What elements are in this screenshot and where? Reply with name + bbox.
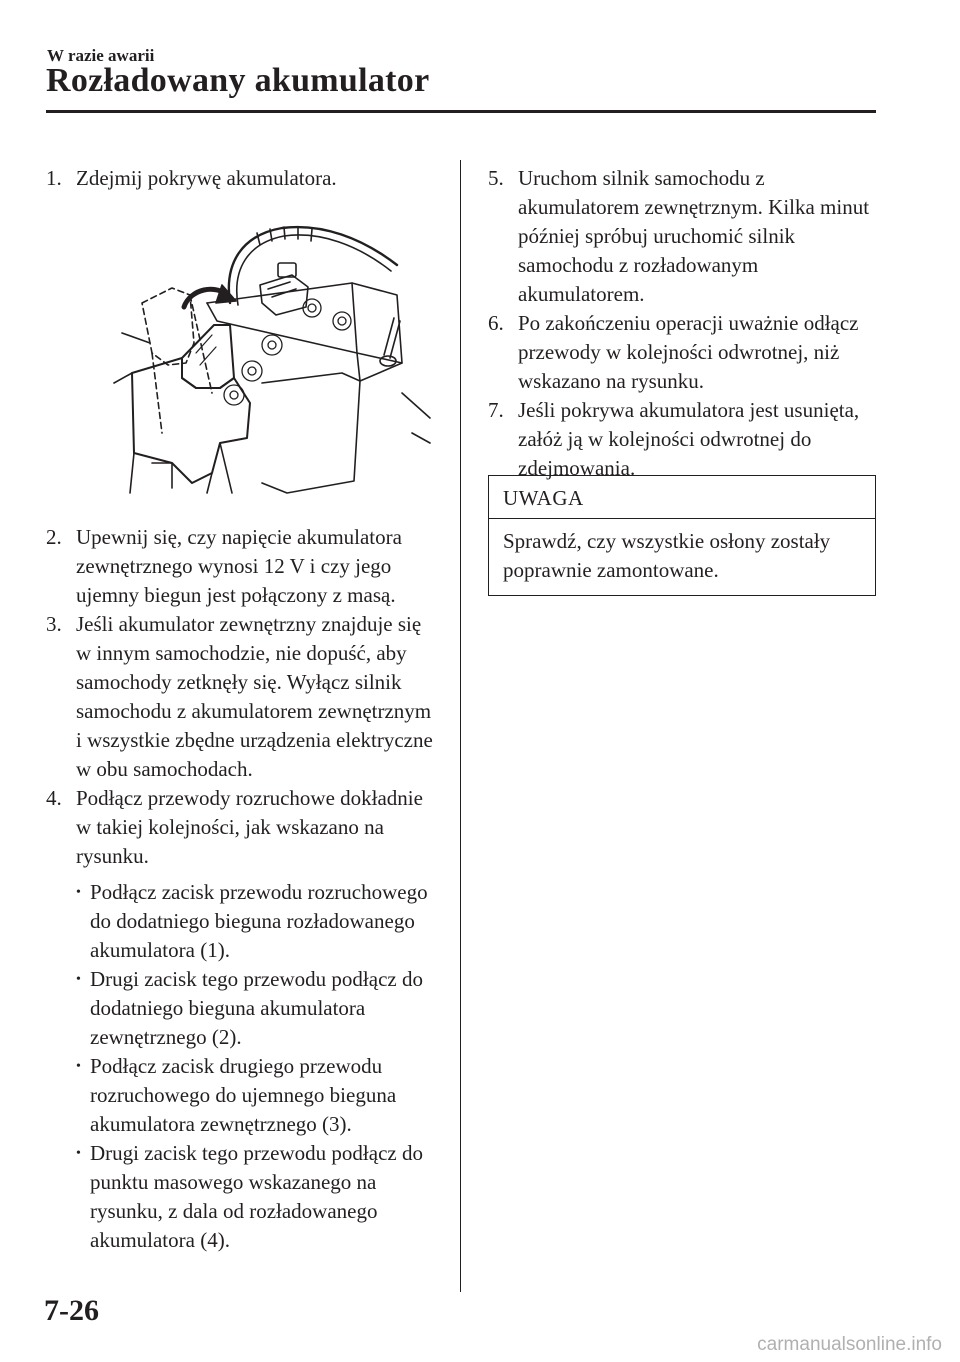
step-text: Po zakończeniu operacji uważnie odłącz przewody w kolejności odwrotnej, niż wskazano na rysunku. [518,311,859,393]
page-title: Rozładowany akumulator [46,62,430,99]
bullet-dot-icon: • [76,1146,81,1161]
step-6 [488,309,878,396]
bullet-dot-icon: • [76,1059,81,1074]
step-text: Zdejmij pokrywę akumulatora. [76,166,337,190]
step-3 [46,610,441,784]
step-number: 7. [488,398,504,422]
list-item-text: Drugi zacisk tego przewodu podłącz do dodatniego bieguna akumulatora zewnętrznego (2). [90,967,423,1049]
section-label: W razie awarii [47,46,155,65]
list-item-text: Podłącz zacisk drugiego przewodu rozruchowego do ujemnego bieguna akumulatora zewnętrznego (3). [90,1054,397,1136]
bullet-dot-icon: • [76,972,81,987]
list-item-text: Podłącz zacisk przewodu rozruchowego do dodatniego bieguna rozładowanego akumulatora (1). [90,880,428,962]
step-text: Jeśli pokrywa akumulatora jest usunięta, załóż ją w kolejności odwrotnej do zdejmowania. [518,398,860,480]
list-item-text: Drugi zacisk tego przewodu podłącz do punktu masowego wskazanego na rysunku, z dala od rozładowanego akumulatora (4). [90,1141,423,1252]
step-number: 6. [488,311,504,335]
right-column [488,164,878,483]
step-number: 5. [488,166,504,190]
column-divider [460,160,461,1292]
bullet-dot-icon: • [76,885,81,900]
note-title: UWAGA [489,476,875,519]
step-text: Podłącz przewody rozruchowe dokładnie w takiej kolejności, jak wskazano na rysunku. [76,786,423,868]
list-item [76,965,441,1052]
step-7 [488,396,878,483]
watermark: carmanualsonline.info [757,1334,942,1355]
note-box [488,475,876,596]
list-item [76,1139,441,1255]
step-text: Uruchom silnik samochodu z akumulatorem zewnętrznym. Kilka minut później spróbuj uruchomić silnik samochodu z rozładowanym akumulatorem. [518,166,870,306]
step-text: Jeśli akumulator zewnętrzny znajduje się w innym samochodzie, nie dopuść, aby samochody zetknęły się. Wyłącz silnik samochodu z akumulatorem zewnętrznym i wszystkie zbędne urządzenia elektryczne w obu samochodach. [76,612,433,781]
step-2 [46,523,441,610]
step-5 [488,164,878,309]
note-body: Sprawdź, czy wszystkie osłony zostały poprawnie zamontowane. [503,529,831,582]
step-1 [46,164,441,193]
battery-cover-illustration [112,203,432,503]
page-number: 7-26 [44,1294,99,1327]
step-number: 3. [46,612,62,636]
title-rule [46,110,876,113]
step-number: 4. [46,786,62,810]
left-column [46,164,441,1255]
step-number: 2. [46,525,62,549]
step-text: Upewnij się, czy napięcie akumulatora zewnętrznego wynosi 12 V i czy jego ujemny biegun jest połączony z masą. [76,525,402,607]
list-item [76,878,441,965]
list-item [76,1052,441,1139]
connection-list [76,878,441,1255]
step-4 [46,784,441,871]
step-number: 1. [46,166,62,190]
